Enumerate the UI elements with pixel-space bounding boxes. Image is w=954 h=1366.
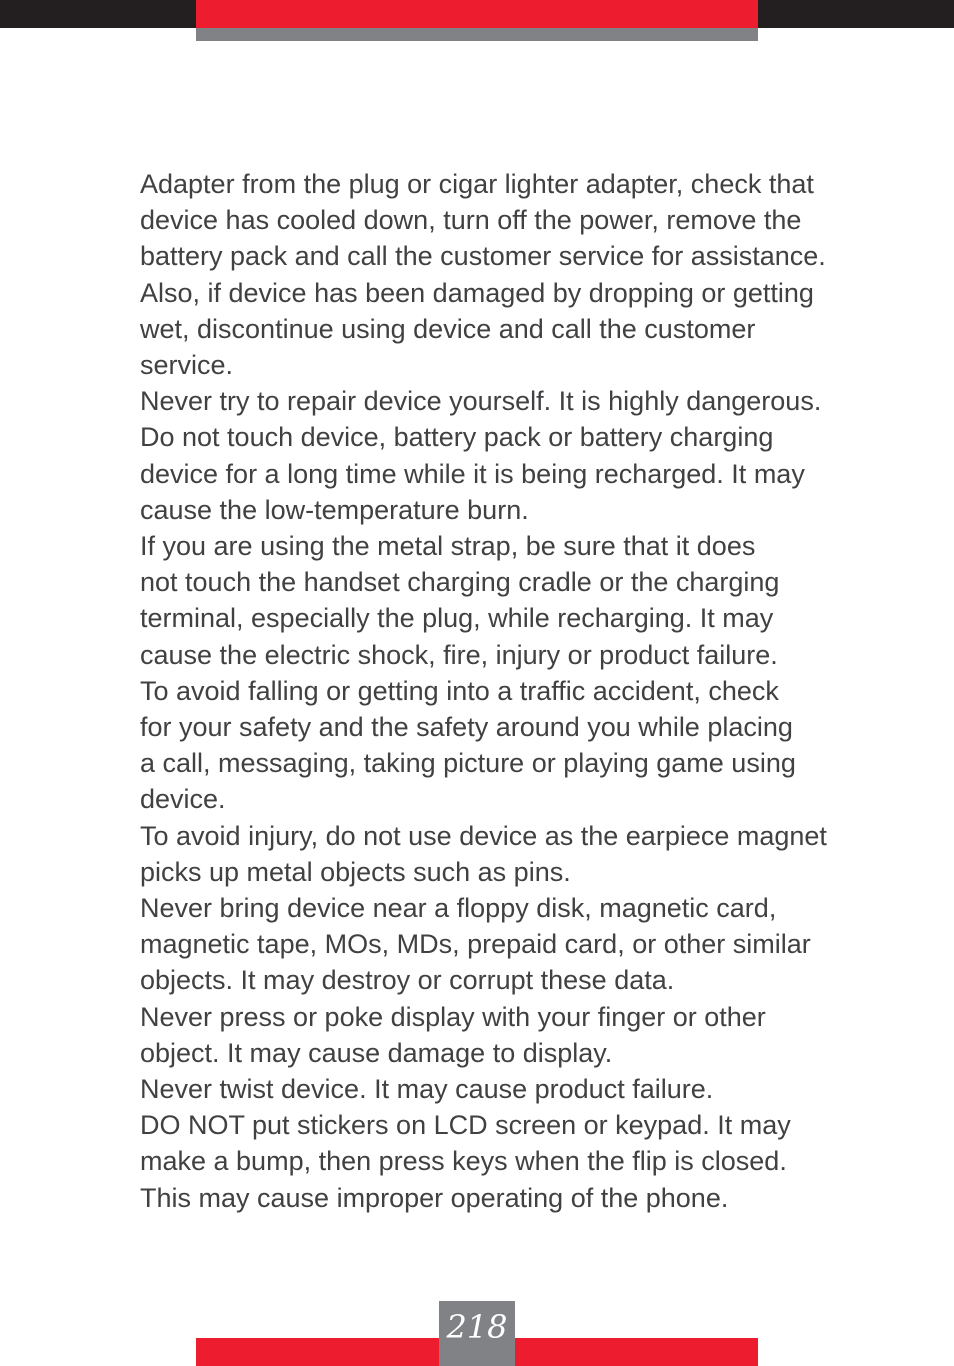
top-accent-bar	[196, 0, 758, 28]
body-text: Adapter from the plug or cigar lighter adapter, check that device has cooled down, turn off the power, remove the battery pack and call the customer service for assistance. Also, if device has been damaged by dropping or getting wet, discontinue using device and call the customer service. Never try to repair device yourself. It is highly dangerous. Do not touch device, battery pack or battery charging device for a long time while it is being recharged. It may cause the low-temperature burn. If you are using the metal strap, be sure that it does not touch the handset charging cradle or the charging terminal, especially the plug, while recharging. It may cause the electric shock, fire, injury or product failure. To avoid falling or getting into a traffic accident, check for your safety and the safety around you while placing a call, messaging, taking picture or playing game using device. To avoid injury, do not use device as the earpiece magnet picks up metal objects such as pins. Never bring device near a floppy disk, magnetic card, magnetic tape, MOs, MDs, prepaid card, or other similar objects. It may destroy or corrupt these data. Never press or poke display with your finger or other object. It may cause damage to display. Never twist device. It may cause product failure. DO NOT put stickers on LCD screen or keypad. It may make a bump, then press keys when the flip is closed. This may cause improper operating of the phone.	[140, 169, 827, 1213]
top-accent-underline	[196, 28, 758, 41]
page-number: 218	[439, 1301, 515, 1366]
